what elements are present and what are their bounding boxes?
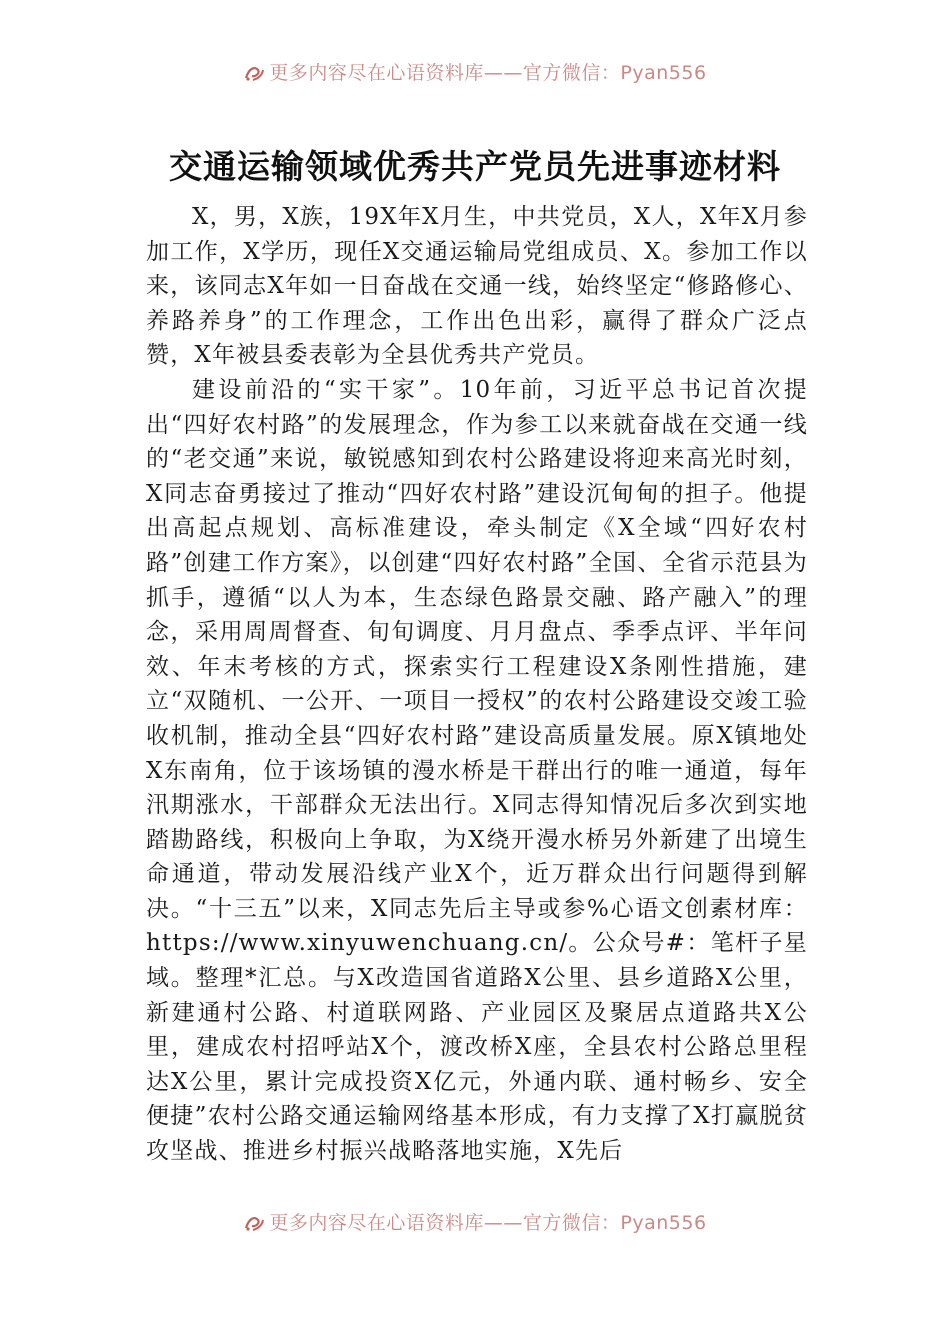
- brand-logo-icon: [243, 64, 265, 82]
- watermark-text: 更多内容尽在心语资料库——官方微信：Pyan556: [269, 62, 707, 84]
- paragraph-construction: 建设前沿的“实干家”。10年前，习近平总书记首次提出“四好农村路”的发展理念，作为参工以来就奋战在交通一线的“老交通”来说，敏锐感知到农村公路建设将迎来高光时刻，X同志奋勇接过了推动“四好农村路”建设沉甸甸的担子。他提出高起点规划、高标准建设，牵头制定《X全域“四好农村路”创建工作方案》，以创建“四好农村路”全国、全省示范县为抓手，遵循“以人为本，生态绿色路景交融、路产融入”的理念，采用周周督查、旬旬调度、月月盘点、季季点评、半年问效、年末考核的方式，探索实行工程建设X条刚性措施，建立“双随机、一公开、一项目一授权”的农村公路建设交竣工验收机制，推动全县“四好农村路”建设高质量发展。原X镇地处X东南角，位于该场镇的漫水桥是干群出行的唯一通道，每年汛期涨水，干部群众无法出行。X同志得知情况后多次到实地踏勘路线，积极向上争取，为X绕开漫水桥另外新建了出境生命通道，带动发展沿线产业X个，近万群众出行问题得到解决。“十三五”以来，X同志先后主导或参%心语文创素材库：https://www.xinyuwenchuang.cn/。公众号#：笔杆子星域。整理*汇总。与X改造国省道路X公里、县乡道路X公里，新建通村公路、村道联网路、产业园区及聚居点道路共X公里，建成农村招呼站X个，渡改桥X座，全县农村公路总里程达X公里，累计完成投资X亿元，外通内联、通村畅乡、安全便捷”农村公路交通运输网络基本形成，有力支撑了X打赢脱贫攻坚战、推进乡村振兴战略落地实施，X先后: [146, 376, 808, 1165]
- watermark-footer: [0, 1208, 950, 1235]
- document-title: 交通运输领域优秀共产党员先进事迹材料: [169, 147, 781, 186]
- document-body: [146, 200, 808, 1169]
- watermark-header: [0, 58, 950, 85]
- brand-logo-icon: [243, 1214, 265, 1232]
- watermark-text: 更多内容尽在心语资料库——官方微信：Pyan556: [269, 1212, 707, 1234]
- paragraph-intro: X，男，X族，19X年X月生，中共党员，X人，X年X月参加工作，X学历，现任X交通运输局党组成员、X。参加工作以来，该同志X年如一日奋战在交通一线，始终坚定“修路修心、养路养身”的工作理念，工作出色出彩，赢得了群众广泛点赞，X年被县委表彰为全县优秀共产党员。: [146, 204, 808, 369]
